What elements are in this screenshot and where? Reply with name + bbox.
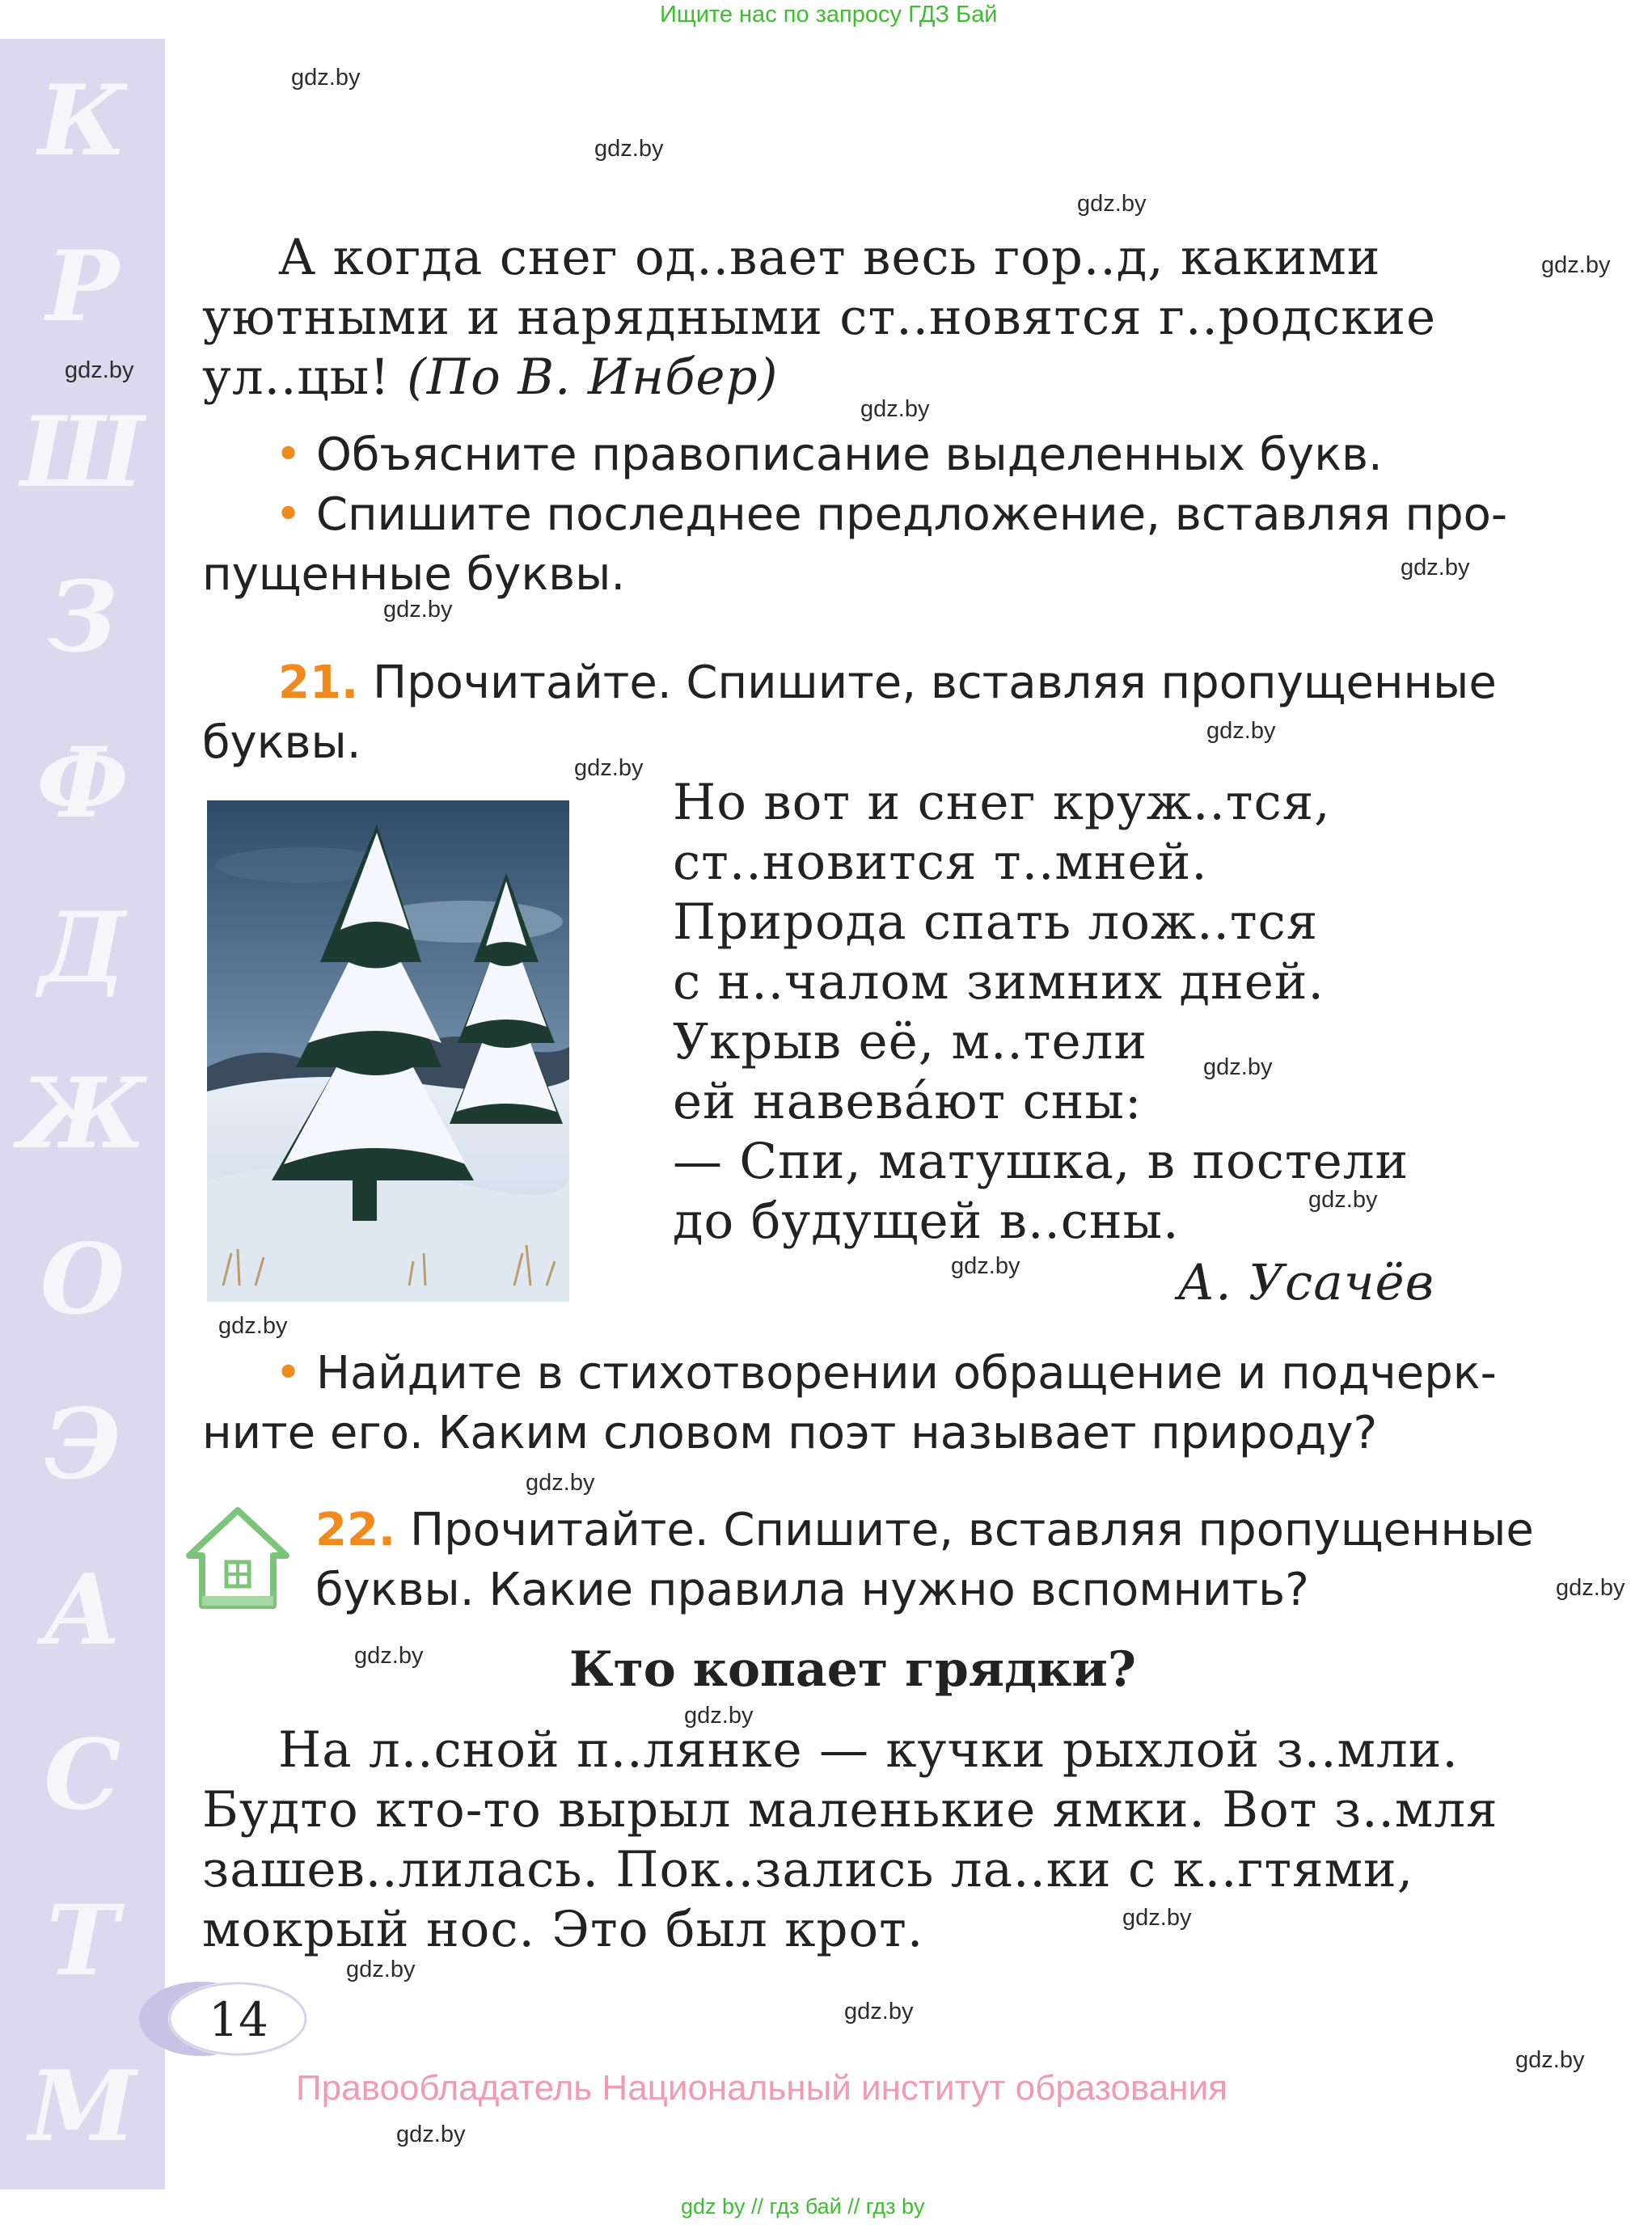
sidebar-letter: Р — [45, 229, 120, 344]
watermark: gdz.by — [1401, 555, 1470, 581]
poem-line: — Спи, матушка, в постели — [673, 1133, 1409, 1190]
footer-links: gdz by // гдз бай // гдз by — [681, 2194, 925, 2219]
sidebar-letter: Ж — [19, 1056, 146, 1171]
bullet-dot: • — [275, 488, 302, 541]
winter-forest-picture — [207, 800, 569, 1302]
copyright-notice: Правообладатель Национальный институт образования — [296, 2068, 1227, 2108]
sidebar-letter: Ф — [36, 725, 129, 840]
exercise-22-instruction — [315, 1501, 1534, 1560]
watermark: gdz.by — [1541, 252, 1611, 278]
watermark: gdz.by — [218, 1313, 288, 1339]
exercise-number: 22. — [315, 1504, 396, 1556]
watermark: gdz.by — [354, 1643, 424, 1669]
text-source: (По В. Инбер) — [407, 348, 779, 406]
text-line: уютными и нарядными ст..новятся г..родские — [202, 289, 1437, 346]
instruction-continuation: буквы. — [202, 716, 361, 769]
sidebar-letter: Д — [39, 891, 126, 1006]
bullet-dot: • — [275, 429, 302, 481]
poem-line: ей навева́ют сны: — [673, 1073, 1143, 1130]
poem-line: с н..чалом зимних дней. — [673, 953, 1325, 1011]
instruction-text: Прочитайте. Спишите, вставляя пропущенные — [373, 657, 1497, 709]
watermark: gdz.by — [1077, 191, 1147, 217]
instruction-text: Прочитайте. Спишите, вставляя пропущенные — [410, 1504, 1534, 1556]
sidebar-letter: К — [38, 64, 127, 179]
text-line: мокрый нос. Это был крот. — [202, 1901, 924, 1958]
text-line: А когда снег од..вает весь гор..д, какими — [278, 229, 1381, 286]
home-task-icon — [186, 1505, 289, 1611]
sidebar-letter: Э — [44, 1387, 121, 1502]
watermark: gdz.by — [1122, 1905, 1192, 1931]
watermark: gdz.by — [684, 1703, 754, 1729]
poem-author: А. Усачёв — [1177, 1254, 1435, 1311]
poem-line: Природа спать лож..тся — [673, 893, 1319, 951]
text-title: Кто копает грядки? — [569, 1641, 1137, 1698]
watermark: gdz.by — [346, 1957, 416, 1982]
watermark: gdz.by — [951, 1253, 1020, 1279]
watermark: gdz.by — [844, 1999, 914, 2024]
page-number: 14 — [209, 1992, 268, 2047]
text-line: На л..сной п..лянке — кучки рыхлой з..мли. — [278, 1721, 1459, 1779]
sidebar-letter: Ш — [20, 395, 145, 509]
text-line-content: ул..цы! — [202, 348, 391, 406]
page-number-badge — [137, 1979, 307, 2058]
bullet-text: Найдите в стихотворении обращение и подчерк- — [315, 1347, 1497, 1400]
sidebar-letter: А — [43, 1552, 122, 1667]
bullet-text: Объясните правописание выделенных букв. — [315, 429, 1383, 481]
exercise-21-instruction — [278, 653, 1497, 713]
watermark: gdz.by — [1206, 718, 1276, 744]
poem-line: ст..новится т..мней. — [673, 834, 1208, 891]
bullet-text-continuation: пущенные буквы. — [202, 548, 626, 601]
bullet-text-continuation: ните его. Каким словом поэт называет природу? — [202, 1407, 1378, 1459]
watermark: gdz.by — [65, 357, 134, 383]
watermark: gdz.by — [594, 136, 664, 162]
watermark: gdz.by — [1203, 1054, 1273, 1080]
watermark: gdz.by — [860, 396, 930, 422]
task-bullet — [275, 425, 1383, 485]
text-line — [202, 348, 778, 407]
text-line: зашев..лилась. Пок..зались ла..ки с к..гтями, — [202, 1841, 1414, 1898]
sidebar-letter: М — [28, 2049, 137, 2164]
poem-line: Укрыв её, м..тели — [673, 1013, 1147, 1070]
bullet-dot: • — [275, 1347, 302, 1400]
text-line: Будто кто-то вырыл маленькие ямки. Вот з..мля — [202, 1781, 1498, 1839]
winter-forest-illustration — [207, 800, 569, 1302]
task-bullet — [275, 485, 1507, 545]
sidebar-letter: З — [47, 560, 118, 675]
poem-line: Но вот и снег круж..тся, — [673, 774, 1331, 831]
watermark: gdz.by — [291, 65, 361, 91]
watermark: gdz.by — [396, 2122, 466, 2147]
watermark: gdz.by — [1308, 1187, 1378, 1213]
watermark: gdz.by — [526, 1470, 595, 1496]
task-bullet — [275, 1344, 1497, 1404]
watermark: gdz.by — [1556, 1575, 1625, 1601]
top-banner: Ищите нас по запросу ГДЗ Бай — [660, 2, 998, 27]
bullet-text: Спишите последнее предложение, вставляя про- — [315, 488, 1508, 541]
house-icon — [186, 1505, 289, 1611]
exercise-number: 21. — [278, 657, 359, 709]
poem-line: до будущей в..сны. — [673, 1193, 1180, 1250]
sidebar-letter: О — [40, 1222, 125, 1336]
sidebar-letter: Т — [46, 1884, 119, 1998]
watermark: gdz.by — [383, 597, 453, 623]
sidebar-letter: С — [44, 1718, 121, 1833]
watermark: gdz.by — [1515, 2047, 1585, 2073]
instruction-continuation: буквы. Какие правила нужно вспомнить? — [315, 1564, 1309, 1616]
watermark: gdz.by — [574, 755, 644, 781]
